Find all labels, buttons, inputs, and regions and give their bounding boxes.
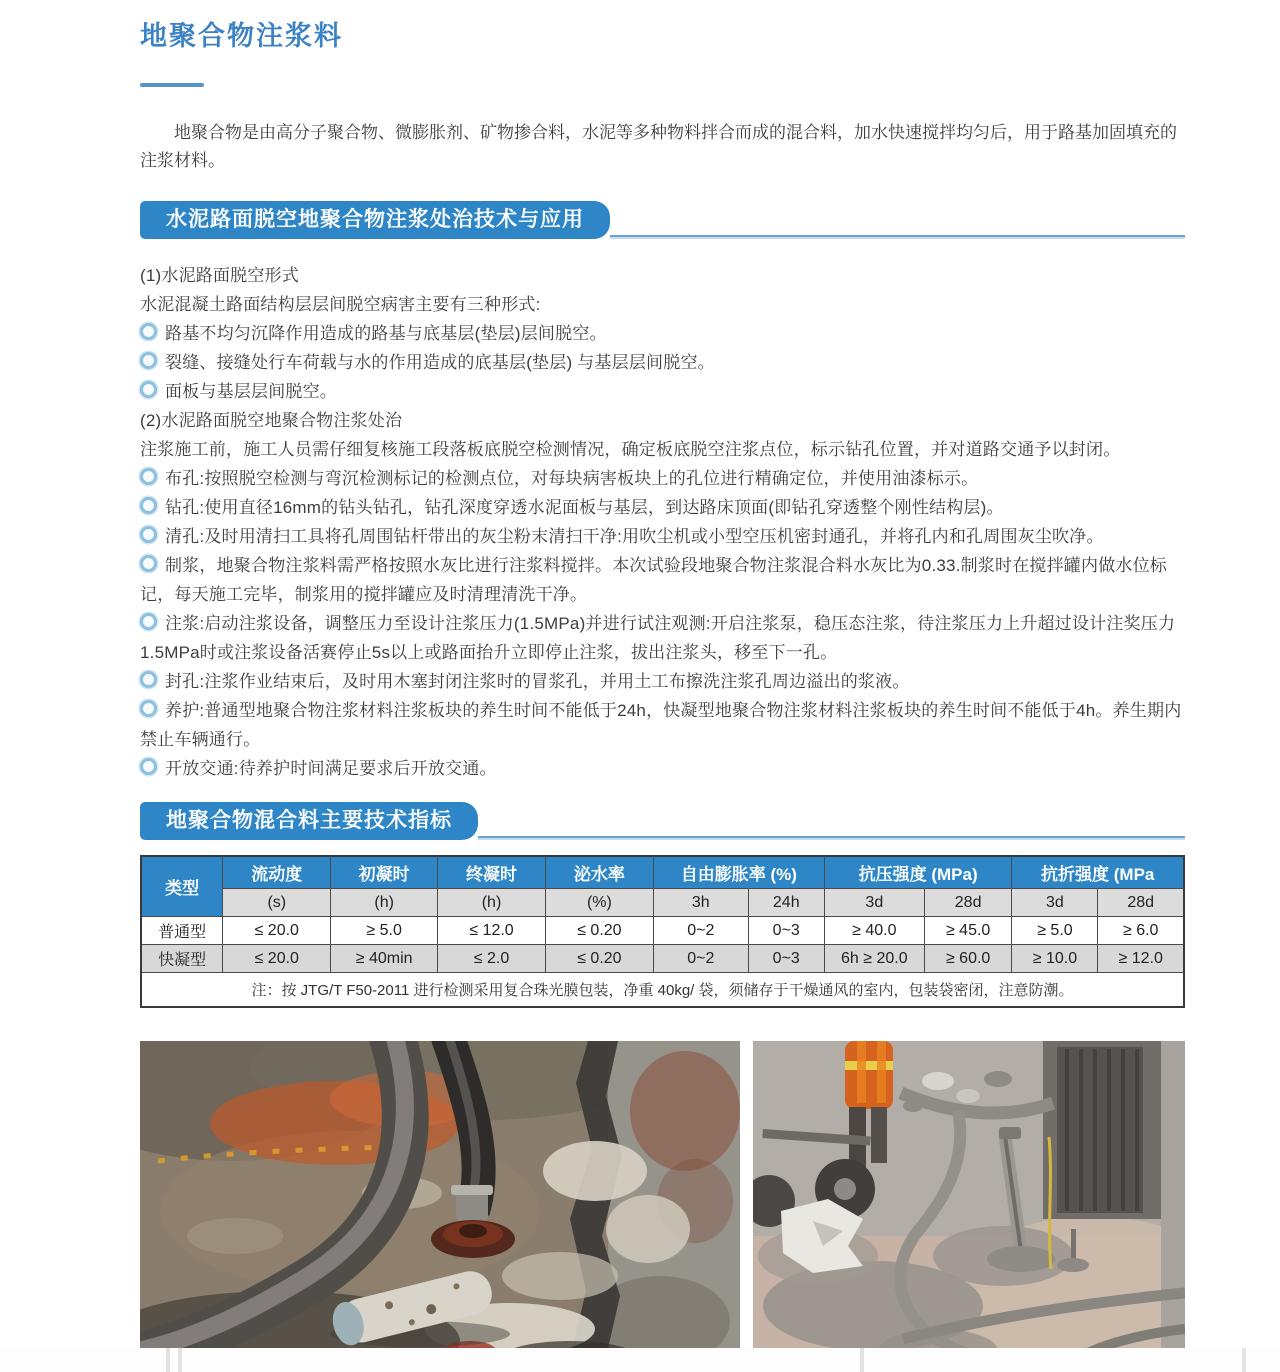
table-sub-header: 28d <box>1098 889 1184 917</box>
ring-bullet-icon <box>140 323 157 340</box>
table-corner-header: 类型 <box>141 856 223 917</box>
table-group-header: 初凝时 <box>331 856 438 889</box>
ring-bullet-icon <box>140 671 157 688</box>
table-value-cell: ≤ 2.0 <box>438 945 546 973</box>
bottom-artifact-mark <box>166 1348 170 1372</box>
table-value-cell: ≥ 40.0 <box>824 917 924 945</box>
table-value-cell: ≤ 12.0 <box>438 917 546 945</box>
body-paragraph <box>140 435 1185 464</box>
table-sub-header: (%) <box>545 889 653 917</box>
bullet-paragraph <box>140 754 1185 783</box>
table-sub-header: 3h <box>653 889 748 917</box>
table-sub-header: (h) <box>331 889 438 917</box>
table-type-cell: 快凝型 <box>141 945 223 973</box>
bullet-paragraph <box>140 609 1185 667</box>
bullet-paragraph <box>140 551 1185 609</box>
pavement-grouting-closeup-photo <box>140 1041 740 1366</box>
paragraph-text: 钻孔:使用直径16mm的钻头钻孔，钻孔深度穿透水泥面板与基层，到达路床顶面(即钻孔穿透整个刚性结构层)。 <box>165 498 1004 517</box>
table-sub-header: 3d <box>1012 889 1098 917</box>
table-value-cell: 0~3 <box>748 917 824 945</box>
table-value-cell: 0~3 <box>748 945 824 973</box>
bullet-paragraph <box>140 493 1185 522</box>
table-sub-header: (h) <box>438 889 546 917</box>
bottom-artifact-mark <box>860 1348 864 1372</box>
section1-banner-rule <box>610 235 1185 239</box>
bullet-paragraph <box>140 377 1185 406</box>
table-value-cell: ≥ 40min <box>331 945 438 973</box>
bottom-artifact-mark <box>178 1348 182 1372</box>
bullet-paragraph <box>140 667 1185 696</box>
ring-bullet-icon <box>140 555 157 572</box>
ring-bullet-icon <box>140 381 157 398</box>
table-sub-header: 28d <box>924 889 1012 917</box>
ring-bullet-icon <box>140 613 157 630</box>
bullet-paragraph <box>140 319 1185 348</box>
table-group-header: 抗折强度 (MPa <box>1012 856 1184 889</box>
paragraph-text: 养护:普通型地聚合物注浆材料注浆板块的养生时间不能低于24h，快凝型地聚合物注浆材料注浆板块的养生时间不能低于4h。养生期内禁止车辆通行。 <box>140 701 1182 749</box>
paragraph-text: (1)水泥路面脱空形式 <box>140 266 299 285</box>
paragraph-text: 水泥混凝土路面结构层层间脱空病害主要有三种形式: <box>140 295 541 314</box>
table-value-cell: ≥ 12.0 <box>1098 945 1184 973</box>
paragraph-text: 注浆:启动注浆设备，调整压力至设计注浆压力(1.5MPa)并进行试注观测:开启注浆泵，稳压态注浆，待注浆压力上升超过设计注奖压力1.5MPa时或注浆设备活赛停止5s以上或路面抬升立即停止注浆，拔出注浆头，移至下一孔。 <box>140 614 1176 662</box>
paragraph-text: 制浆，地聚合物注浆料需严格按照水灰比进行注浆料搅拌。本次试验段地聚合物注浆混合料水灰比为0.33.制浆时在搅拌罐内做水位标记，每天施工完毕，制浆用的搅拌罐应及时清理清洗干净。 <box>140 556 1168 604</box>
bullet-paragraph <box>140 696 1185 754</box>
bullet-paragraph <box>140 464 1185 493</box>
body-paragraph <box>140 406 1185 435</box>
photo-row <box>140 1041 1185 1372</box>
section1-body <box>140 261 1185 783</box>
table-sub-header: 3d <box>824 889 924 917</box>
table-value-cell: ≥ 5.0 <box>331 917 438 945</box>
table-value-cell: ≥ 5.0 <box>1012 917 1098 945</box>
table-type-cell: 普通型 <box>141 917 223 945</box>
table-value-cell: ≥ 60.0 <box>924 945 1012 973</box>
table-group-header: 自由膨胀率 (%) <box>653 856 824 889</box>
grouting-worksite-photo <box>753 1041 1185 1372</box>
page-bottom-margin <box>0 1348 1280 1372</box>
body-paragraph <box>140 261 1185 290</box>
ring-bullet-icon <box>140 758 157 775</box>
ring-bullet-icon <box>140 352 157 369</box>
bullet-paragraph <box>140 522 1185 551</box>
table-value-cell: ≥ 45.0 <box>924 917 1012 945</box>
paragraph-text: (2)水泥路面脱空地聚合物注浆处治 <box>140 411 403 430</box>
table-value-cell: ≥ 6.0 <box>1098 917 1184 945</box>
section2-heading: 地聚合物混合料主要技术指标 <box>140 802 478 840</box>
paragraph-text: 布孔:按照脱空检测与弯沉检测标记的检测点位，对每块病害板块上的孔位进行精确定位，并使用油漆标示。 <box>165 469 979 488</box>
table-group-header: 泌水率 <box>545 856 653 889</box>
table-group-header: 流动度 <box>223 856 331 889</box>
table-value-cell: 0~2 <box>653 917 748 945</box>
paragraph-text: 清孔:及时用清扫工具将孔周围钻杆带出的灰尘粉末清扫干净:用吹尘机或小型空压机密封通孔，并将孔内和孔周围灰尘吹净。 <box>165 527 1104 546</box>
table-sub-header: 24h <box>748 889 824 917</box>
intro-paragraph: 地聚合物是由高分子聚合物、微膨胀剂、矿物掺合料，水泥等多种物料拌合而成的混合料，加水快速搅拌均匀后，用于路基加固填充的注浆材料。 <box>140 123 1177 170</box>
photo-left-illustration <box>140 1041 740 1366</box>
body-paragraph <box>140 290 1185 319</box>
section2-banner-rule <box>478 836 1185 840</box>
table-value-cell: ≤ 20.0 <box>223 917 331 945</box>
ring-bullet-icon <box>140 468 157 485</box>
page-title: 地聚合物注浆料 <box>140 21 343 51</box>
paragraph-text: 开放交通:待养护时间满足要求后开放交通。 <box>165 759 497 778</box>
paragraph-text: 注浆施工前，施工人员需仔细复核施工段落板底脱空检测情况，确定板底脱空注浆点位，标示钻孔位置，并对道路交通予以封闭。 <box>140 440 1121 459</box>
photo-right-illustration <box>753 1041 1185 1372</box>
ring-bullet-icon <box>140 526 157 543</box>
section1-heading: 水泥路面脱空地聚合物注浆处治技术与应用 <box>140 201 610 239</box>
technical-spec-table <box>140 855 1185 1008</box>
content-column <box>140 0 1185 1372</box>
table-value-cell: ≤ 0.20 <box>545 945 653 973</box>
table-group-header: 抗压强度 (MPa) <box>824 856 1012 889</box>
section1-banner <box>140 201 1185 239</box>
paragraph-text: 封孔:注浆作业结束后，及时用木塞封闭注浆时的冒浆孔，并用土工布擦洗注浆孔周边溢出的浆液。 <box>165 672 910 691</box>
bottom-artifact-mark <box>1242 1348 1246 1372</box>
table-value-cell: ≤ 20.0 <box>223 945 331 973</box>
table-group-header: 终凝时 <box>438 856 546 889</box>
table-value-cell: 6h ≥ 20.0 <box>824 945 924 973</box>
section2-banner <box>140 802 1185 840</box>
ring-bullet-icon <box>140 700 157 717</box>
table-value-cell: 0~2 <box>653 945 748 973</box>
table-row <box>141 917 1184 945</box>
paragraph-text: 裂缝、接缝处行车荷载与水的作用造成的底基层(垫层) 与基层层间脱空。 <box>165 353 715 372</box>
table-value-cell: ≥ 10.0 <box>1012 945 1098 973</box>
title-underline <box>140 83 204 87</box>
table-value-cell: ≤ 0.20 <box>545 917 653 945</box>
table-note: 注：按 JTG/T F50-2011 进行检测采用复合珠光膜包装，净重 40kg/ 袋，须储存于干燥通风的室内，包装袋密闭，注意防潮。 <box>141 973 1184 1008</box>
table-note-row <box>141 973 1184 1008</box>
paragraph-text: 面板与基层层间脱空。 <box>165 382 337 401</box>
table-sub-header: (s) <box>223 889 331 917</box>
table-row <box>141 945 1184 973</box>
bullet-paragraph <box>140 348 1185 377</box>
paragraph-text: 路基不均匀沉降作用造成的路基与底基层(垫层)层间脱空。 <box>165 324 607 343</box>
ring-bullet-icon <box>140 497 157 514</box>
